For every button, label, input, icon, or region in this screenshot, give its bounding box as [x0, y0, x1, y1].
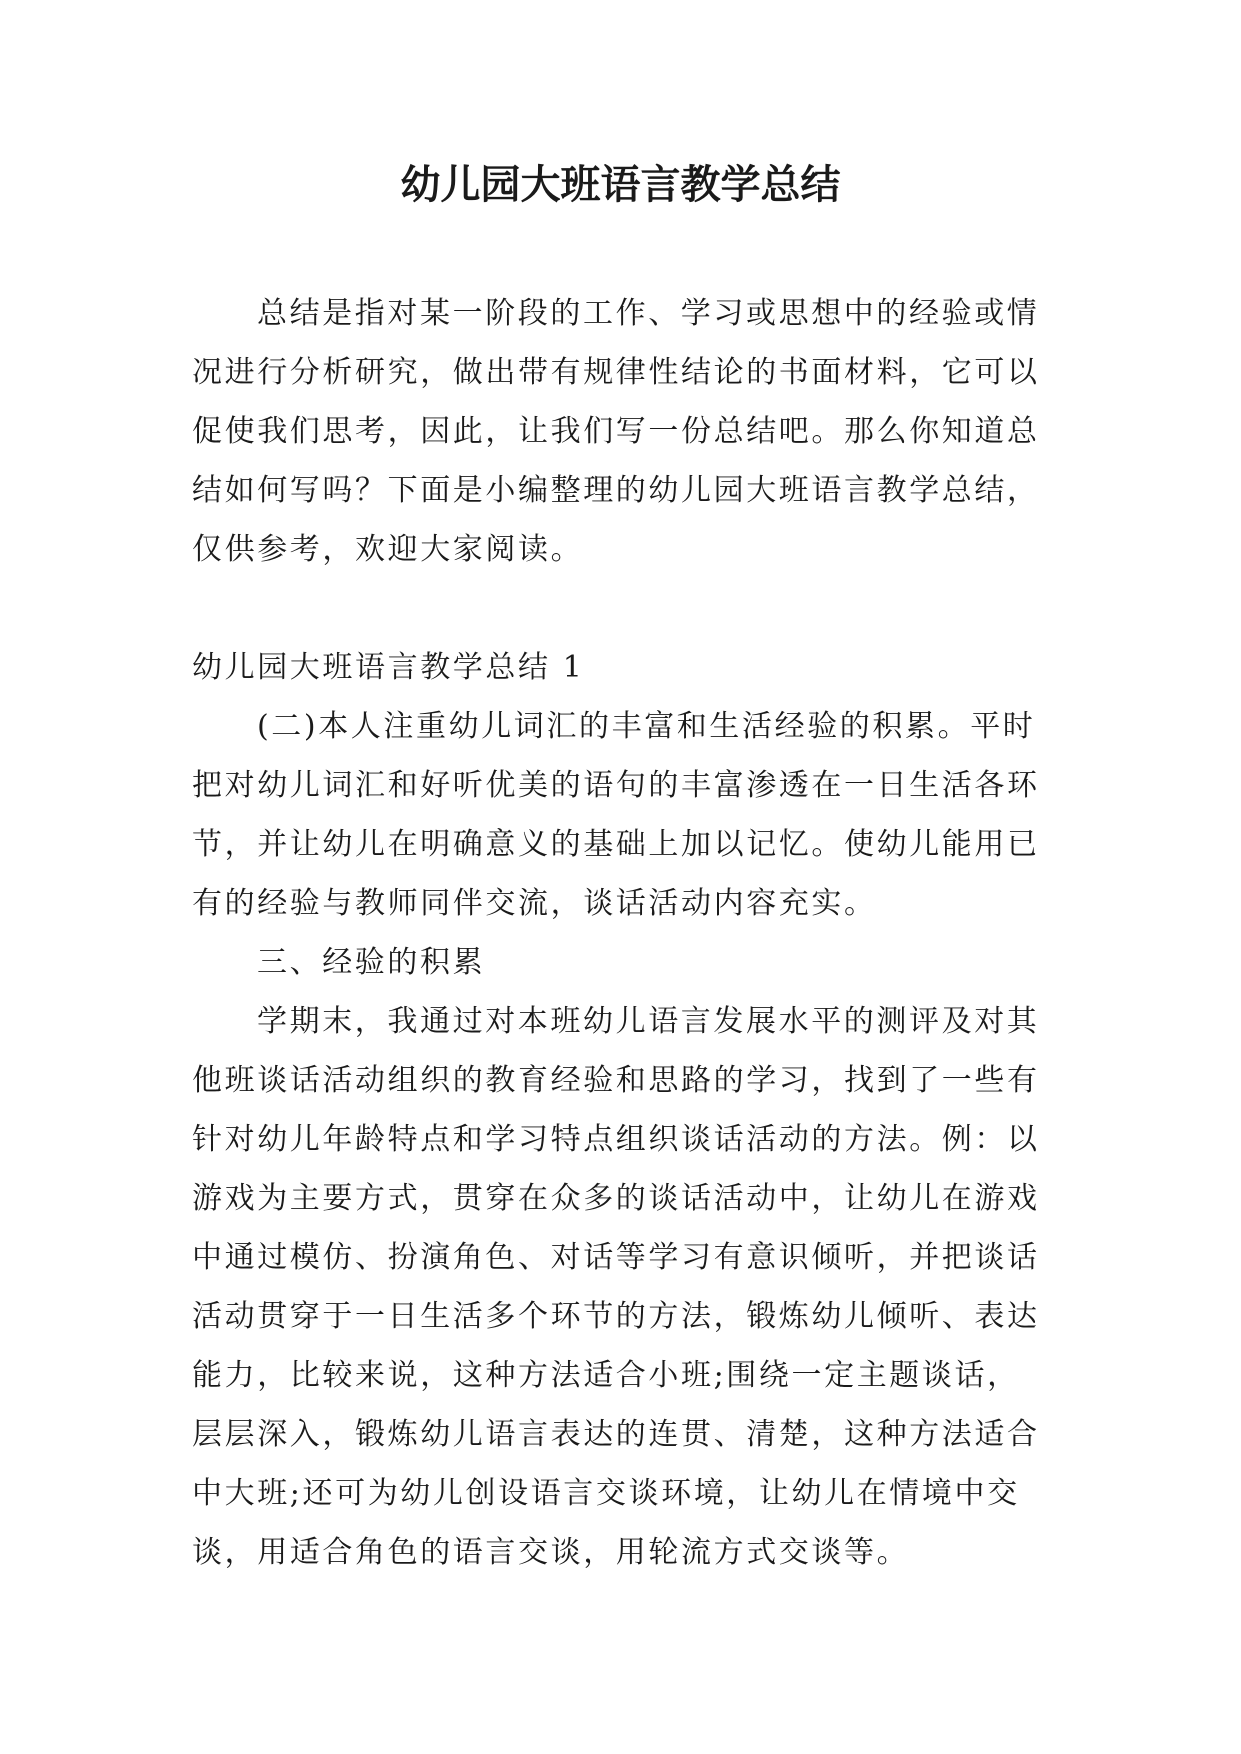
document-body — [192, 284, 1052, 1582]
intro-paragraph: 总结是指对某一阶段的工作、学习或思想中的经验或情况进行分析研究，做出带有规律性结论的书面材料，它可以促使我们思考，因此，让我们写一份总结吧。那么你知道总结如何写吗？下面是小编整理的幼儿园大班语言教学总结，仅供参考，欢迎大家阅读。 — [192, 296, 1040, 567]
body-paragraph-2: 学期末，我通过对本班幼儿语言发展水平的测评及对其他班谈话活动组织的教育经验和思路的学习，找到了一些有针对幼儿年龄特点和学习特点组织谈话活动的方法。例：以游戏为主要方式，贯穿在众多的谈话活动中，让幼儿在游戏中通过模仿、扮演角色、对话等学习有意识倾听，并把谈话活动贯穿于一日生活多个环节的方法，锻炼幼儿倾听、表达能力，比较来说，这种方法适合小班;围绕一定主题谈话，层层深入，锻炼幼儿语言表达的连贯、清楚，这种方法适合中大班;还可为幼儿创设语言交谈环境，让幼儿在情境中交谈，用适合角色的语言交谈，用轮流方式交谈等。 — [192, 1004, 1040, 1570]
body-paragraph-1: (二)本人注重幼儿词汇的丰富和生活经验的积累。平时把对幼儿词汇和好听优美的语句的丰富渗透在一日生活各环节，并让幼儿在明确意义的基础上加以记忆。使幼儿能用已有的经验与教师同伴交流，谈话活动内容充实。 — [192, 709, 1040, 921]
subsection-heading: 三、经验的积累 — [257, 945, 486, 980]
document-title: 幼儿园大班语言教学总结 — [400, 161, 841, 208]
section-heading: 幼儿园大班语言教学总结 1 — [192, 650, 585, 685]
